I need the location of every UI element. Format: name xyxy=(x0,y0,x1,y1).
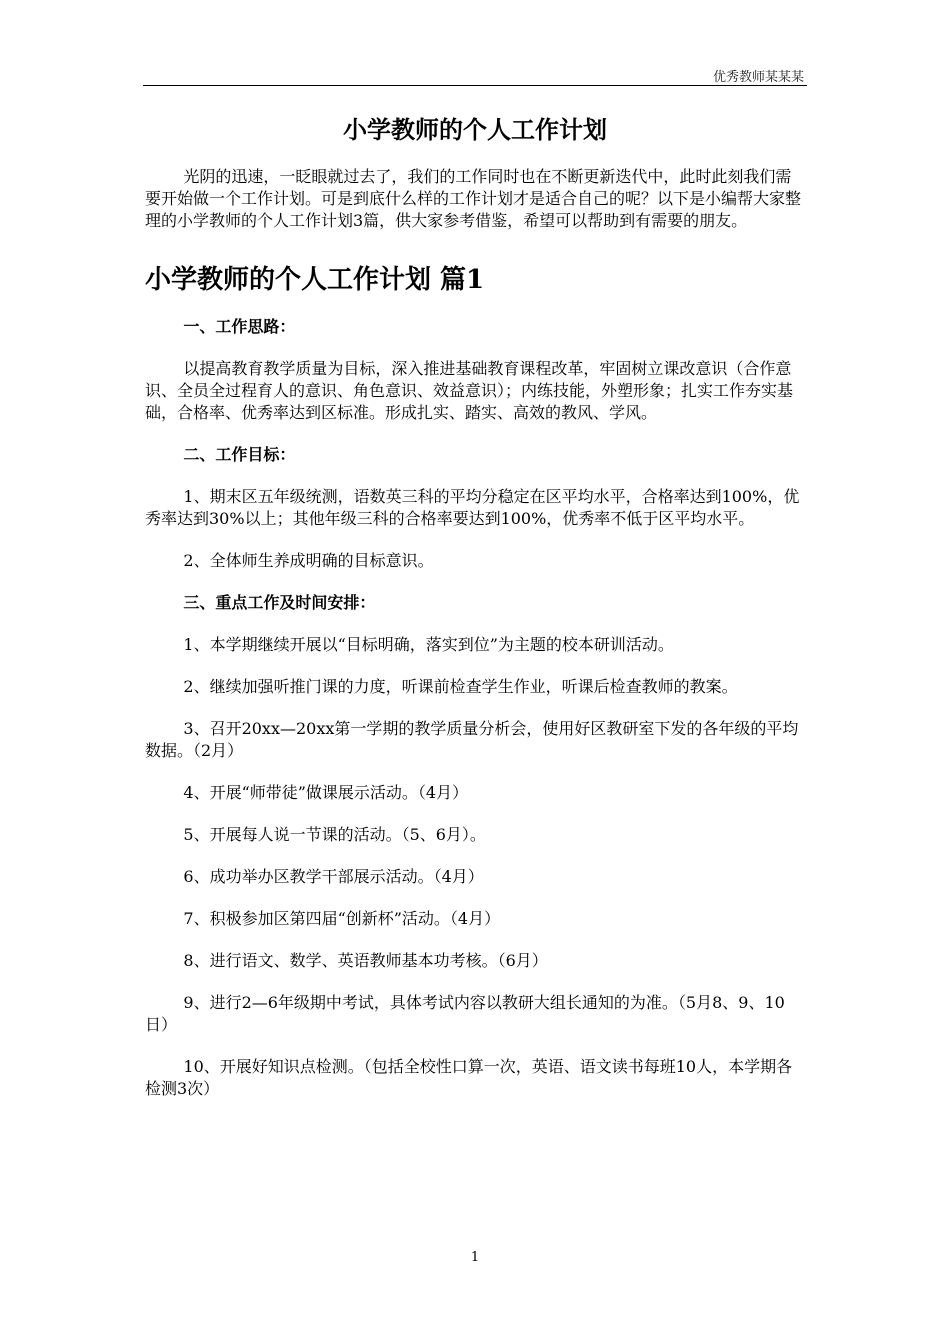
list-item: 2、继续加强听推门课的力度，听课前检查学生作业，听课后检查教师的教案。 xyxy=(183,677,738,696)
document-body xyxy=(145,112,805,1120)
list-item: 10、开展好知识点检测。（包括全校性口算一次，英语、语文读书每班10人，本学期各检测3次） xyxy=(145,1057,793,1098)
document-title: 小学教师的个人工作计划 xyxy=(343,115,607,144)
heading-work-goals: 二、工作目标： xyxy=(183,445,296,464)
list-item: 6、成功举办区教学干部展示活动。（4月） xyxy=(183,867,484,886)
intro-paragraph: 光阴的迅速，一眨眼就过去了，我们的工作同时也在不断更新迭代中，此时此刻我们需要开始做一个工作计划。可是到底什么样的工作计划才是适合自己的呢？以下是小编帮大家整理的小学教师的个人工作计划3篇，供大家参考借鉴，希望可以帮助到有需要的朋友。 xyxy=(145,167,802,230)
heading-key-work: 三、重点工作及时间安排： xyxy=(183,593,376,612)
work-approach-paragraph: 以提高教育教学质量为目标，深入推进基础教育课程改革，牢固树立课改意识（合作意识、全员全过程育人的意识、角色意识、效益意识）；内练技能，外塑形象；扎实工作夯实基础，合格率、优秀率达到区标准。形成扎实、踏实、高效的教风、学风。 xyxy=(145,359,794,422)
list-item: 5、开展每人说一节课的活动。（5、6月）。 xyxy=(183,825,486,844)
list-item: 9、进行2—6年级期中考试，具体考试内容以教研大组长通知的为准。（5月8、9、10日） xyxy=(145,993,785,1034)
goal-item: 1、期末区五年级统测，语数英三科的平均分稳定在区平均水平，合格率达到100%，优秀率达到30%以上；其他年级三科的合格率要达到100%，优秀率不低于区平均水平。 xyxy=(145,487,800,528)
list-item: 3、召开20xx—20xx第一学期的教学质量分析会，使用好区教研室下发的各年级的平均数据。（2月） xyxy=(145,719,799,760)
list-item: 7、积极参加区第四届“创新杯”活动。（4月） xyxy=(183,909,501,928)
heading-work-approach: 一、工作思路： xyxy=(183,317,296,336)
list-item: 1、本学期继续开展以“目标明确，落实到位”为主题的校本研训活动。 xyxy=(183,635,674,654)
page-header: 优秀教师某某某 xyxy=(712,70,804,85)
list-item: 8、进行语文、数学、英语教师基本功考核。（6月） xyxy=(183,951,548,970)
header-divider xyxy=(143,85,807,86)
section-title: 小学教师的个人工作计划 篇1 xyxy=(145,265,485,295)
list-item: 4、开展“师带徒”做课展示活动。（4月） xyxy=(183,783,469,802)
page-number: 1 xyxy=(470,1250,480,1265)
goal-item: 2、全体师生养成明确的目标意识。 xyxy=(183,551,434,570)
